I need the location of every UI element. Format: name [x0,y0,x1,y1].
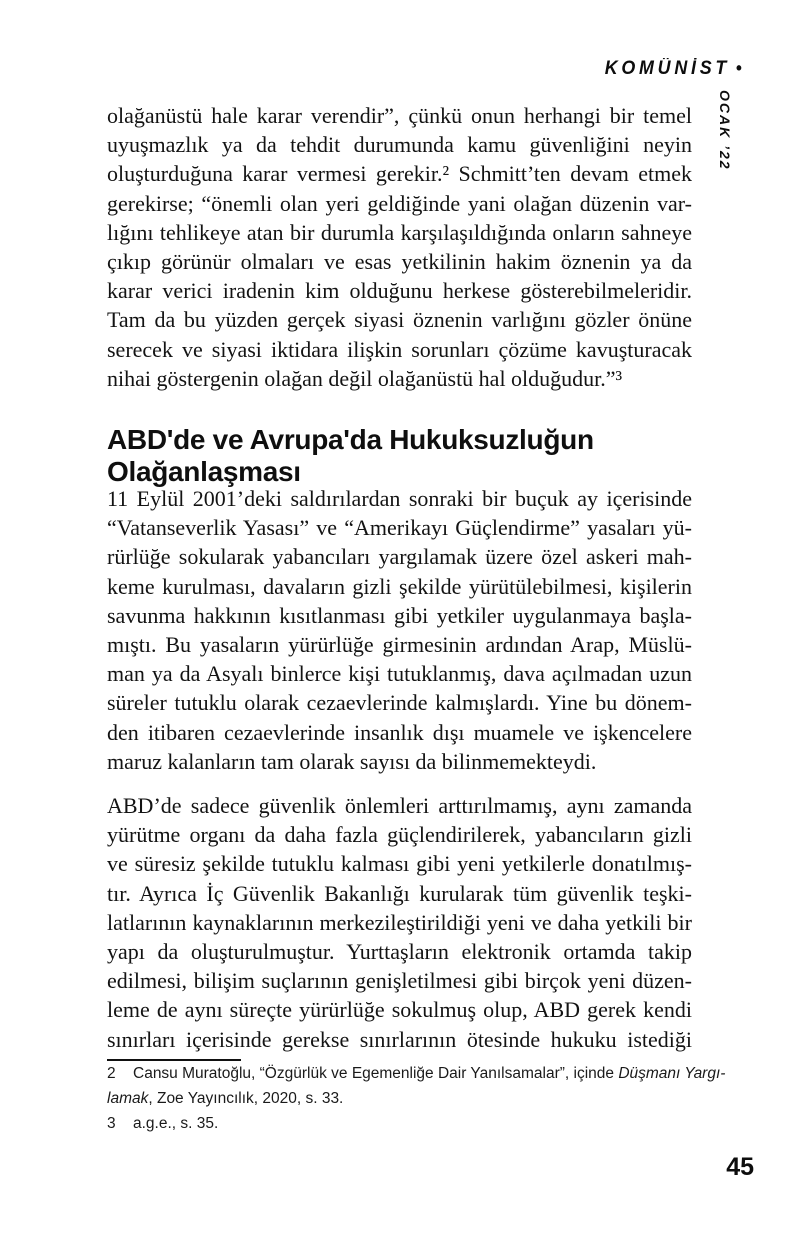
header-bullet: • [736,58,742,78]
paragraph-1: olağanüstü hale karar verendir”, çünkü onun herhangi bir temel uyuşmazlık ya da tehdit durumunda kamu güvenliğini neyin oluşturduğuna karar vermesi gerekir.² Schmitt’ten devam etmek gerekirse; “önemli olan yeri geldiğinde yani olağan düzenin var- lığını tehlikeye atan bir durumla karşılaşıldığında onların sahneye çıkıp görünür olmaları ve esas yetkilinin hakim öznenin ya da karar verici iradenin kim olduğunu herkese gösterebilmeleridir. Tam da bu yüzden gerçek siyasi öznenin varlığını gözler önüne serecek ve siyasi iktidara ilişkin sorunları çözüme kavuşturacak nihai göstergenin olağan değil olağanüstü hal olduğudur.”³ [107,103,692,391]
paragraph-3: ABD’de sadece güvenlik önlemleri arttırılmamış, aynı zamanda yürütme organı da daha fazla güçlendirilerek, yabancıların gizli ve süresiz şekilde tutuklu kalması gibi yeni yetkilerle donatılmış- tır. Ayrıca İç Güvenlik Bakanlığı kurularak tüm güvenlik teşki- latlarının kaynaklarının merkezileştirildiği yeni ve daha yetkili bir yapı da oluşturulmuştur. Yurttaşların elektronik ortamda takip edilmesi, bilişim suçlarının genişletilmesi gibi birçok yeni düzen- leme de aynı süreçte yürürlüğe sokulmuş olup, ABD gerek kendi sınırları içerisinde gerekse sınırlarının ötesinde hukuku istediği [107,793,692,1052]
footnote-2: 2 Cansu Muratoğlu, “Özgürlük ve Egemenliğe Dair Yanılsamalar”, içinde Düşmanı Yargı- lamak, Zoe Yayıncılık, 2020, s. 33. [107,1062,692,1111]
journal-header [605,58,742,80]
footnote-separator-rule [107,1059,241,1061]
section-heading: ABD'de ve Avrupa'da Hukuksuzluğun Olağanlaşması [107,424,594,487]
issue-date-vertical: OCAK ’22 [717,90,733,171]
footnote-3: 3 a.g.e., s. 35. [107,1112,692,1137]
footnote-marker: 3 [107,1115,116,1132]
page-number: 45 [726,1153,754,1181]
footnote-list [107,1062,726,1137]
footnote-marker: 2 [107,1065,116,1082]
journal-name: KOMÜNİST [605,58,731,79]
paragraph-2: 11 Eylül 2001’deki saldırılardan sonraki bir buçuk ay içerisinde “Vatanseverlik Yasası” ve “Amerikayı Güçlendirme” yasaları yü- rürlüğe sokularak yabancıları yargılamak üzere özel askeri mah- keme kurulması, davaların gizli şekilde yürütülebilmesi, kişilerin savunma hakkının kısıtlanması gibi yetkiler uygulanmaya başla- mıştı. Bu yasaların yürürlüğe girmesinin ardından Arap, Müslü- man ya da Asyalı binlerce kişi tutuklanmış, dava açılmadan uzun süreler tutuklu olarak cezaevlerinde kalmışlardı. Yine bu dönem- den itibaren cezaevlerinde insanlık dışı muamele ve işkencelere maruz kalanların tam olarak sayısı da bilinmemekteydi. [107,486,692,774]
